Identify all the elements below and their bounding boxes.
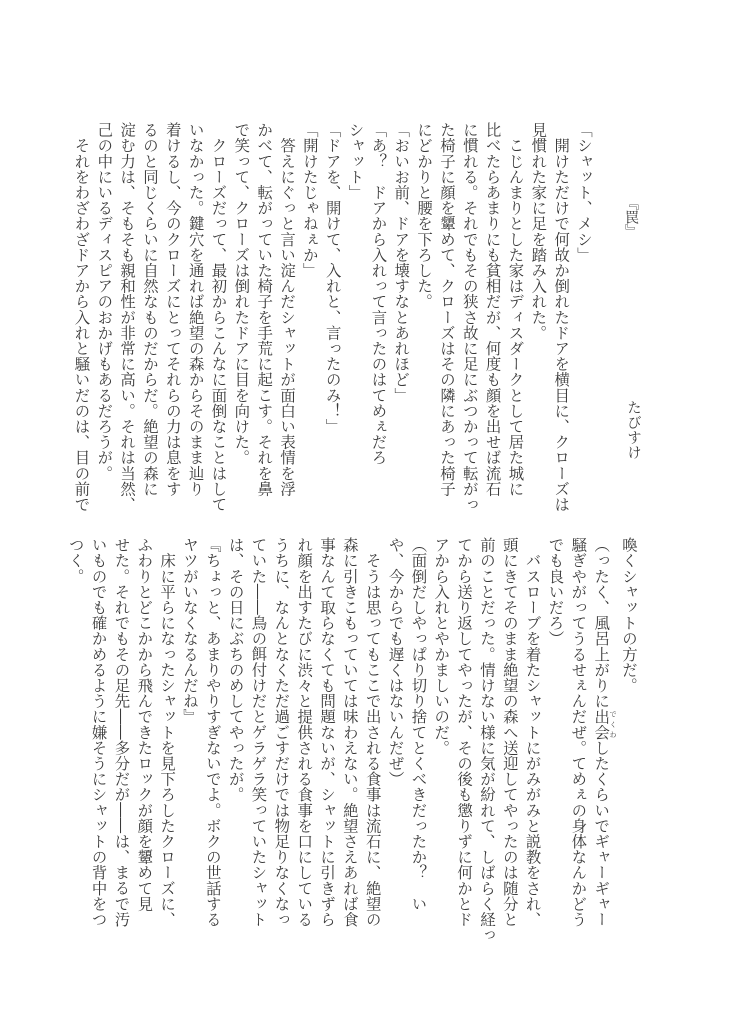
text-line: 「あ？ ドアから入れって言ったのはてめぇだろ — [369, 122, 388, 466]
text-line: 答えにぐっと言い淀んだシャットが面白い表情を浮 — [278, 122, 297, 497]
text-line: でも良いだろ） — [546, 537, 565, 647]
text-line: うちに、なんとなくただ過ごすだけでは物足りなくなっ — [272, 537, 291, 927]
text-line-with-ruby — [589, 537, 617, 947]
text-line: にどかりと腰を下ろした。 — [415, 122, 434, 310]
text-line: 騒ぎやがってうるせぇんだぜ。てめぇの身体なんかどう — [569, 537, 588, 927]
text-line: ていた――鳥の餌付けだとゲラゲラ笑っていたシャット — [249, 537, 268, 927]
text-segment: したくらいでギャーギャー — [592, 739, 611, 928]
text-line: せた。それでもその足先――多分だが――は、まるで汚 — [112, 537, 131, 927]
text-line: アから入れとやかましいのだ。 — [432, 537, 451, 756]
text-line: 着けるし、今のクローズにとってそれらの力は息をす — [163, 122, 182, 497]
text-line: （面倒だしやっぱり切り捨てとくべきだったか？ い — [409, 537, 428, 912]
text-line: いなかった。鍵穴を通れば絶望の森からそのまま辿り — [186, 122, 205, 497]
text-line: 「開けたじゃねぇか」 — [300, 122, 319, 278]
text-line: クローズだって、最初からこんなに面倒なことはして — [209, 122, 228, 512]
text-line: 開けただけで何故か倒れたドアを横目に、クローズは — [552, 122, 571, 512]
text-segment: （ったく、風呂上がりに — [592, 537, 611, 709]
text-line: 淀む力は、そもそも親和性が非常に高い。それは当然、 — [118, 122, 137, 512]
text-line: に慣れる。それでもその狭さ故に足にぶつかって転がっ — [460, 122, 479, 512]
text-line: 喚くシャットの方だ。 — [620, 537, 638, 693]
text-line: てから送り返してやったが、その後も懲りずに何かとド — [455, 537, 474, 927]
text-line: ふわりとどこかから飛んできたロックが顔を顰めて見 — [135, 537, 154, 912]
text-line: 「おいお前、ドアを壊すなとあれほど」 — [392, 122, 411, 403]
text-line: 事なんて取らなくても問題ないが、シャットに引きずら — [318, 537, 337, 927]
text-line: で笑って、クローズは倒れたドアに目を向けた。 — [232, 122, 251, 466]
text-line: いものでも確かめるように嫌そうにシャットの背中をつ — [89, 537, 108, 927]
text-line: た椅子に顔を顰めて、クローズはその隣にあった椅子 — [437, 122, 456, 497]
text-line: かべて、転がっていた椅子を手荒に起こす。それを鼻 — [255, 122, 274, 497]
ruby-reading: でくわ — [609, 708, 618, 740]
text-line: 『ちょっと、あまりやりすぎないでよ。ボクの世話する — [203, 537, 222, 927]
text-line: 見慣れた家に足を踏み入れた。 — [529, 122, 548, 341]
text-line: 頭にきてそのまま絶望の森へ送迎してやったのは随分と — [500, 537, 519, 927]
text-line: 森に引きこもっていては味わえない。絶望さえあれば食 — [340, 537, 359, 927]
text-line: 己の中にいるディスピアのおかげもあるだろうが。 — [95, 122, 114, 481]
text-line: ヤツがいなくなるんだね』 — [180, 537, 199, 725]
ruby-annotation — [592, 708, 618, 740]
text-line: それをわざわざドアから入れと騒いだのは、目の前で — [72, 122, 91, 512]
text-line: るのと同じくらいに自然なものだからだ。絶望の森に — [140, 122, 159, 497]
text-line: そうは思ってもここで出される食事は流石に、絶望の — [363, 537, 382, 927]
text-line: 前のことだった。情けない様に気が紛れて、しばらく経っ — [477, 537, 496, 943]
text-line: れ顔を出すたびに渋々と提供される食事を口にしている — [295, 537, 314, 927]
text-line: 比べたらあまりにも貧相だが、何度も顔を出せば流石 — [483, 122, 502, 497]
text-line: は、その日にぶちのめしてやったが。 — [226, 537, 245, 803]
text-line: バスローブを着たシャットにがみがみと説教をされ、 — [523, 537, 542, 927]
upper-text-block — [70, 122, 595, 522]
text-line: つく。 — [66, 537, 85, 584]
text-line: や、今からでも遅くはないんだぜ） — [386, 537, 405, 787]
text-line: 「ドアを、開けて、入れと、言ったのみ！」 — [323, 122, 342, 434]
text-line: シャット」 — [346, 122, 365, 200]
author-name: たびすけ — [625, 400, 641, 460]
story-title: 『罠』 — [623, 196, 639, 238]
text-line: 「シャット、メシ」 — [575, 122, 593, 263]
lower-text-block — [64, 537, 640, 947]
ruby-base: 出会 — [592, 708, 611, 740]
text-line: 床に平らになったシャットを見下ろしたクローズに、 — [158, 537, 177, 927]
text-line: こじんまりとした家はディスダークとして居た城に — [506, 122, 525, 497]
